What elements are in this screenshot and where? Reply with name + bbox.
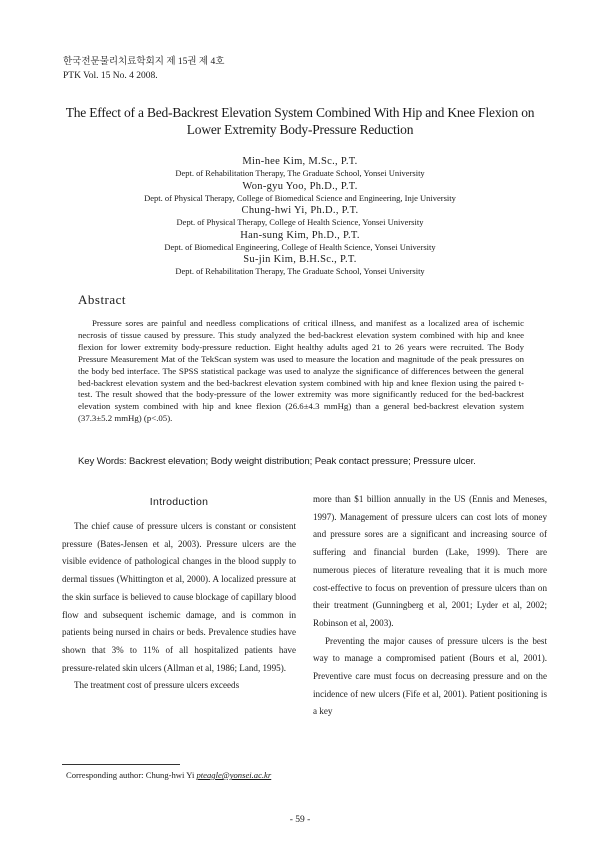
author-name: Su-jin Kim, B.H.Sc., P.T. [243,254,357,265]
author-email-link[interactable]: pteagle@yonsei.ac.kr [196,770,272,780]
text-column-left [62,518,296,695]
page-number: - 59 - [289,815,311,825]
author-affiliation: Dept. of Rehabilitation Therapy, The Graduate School, Yonsei University [175,266,425,276]
author-name: Chung-hwi Yi, Ph.D., P.T. [241,205,359,216]
journal-korean-title: 한국전문물리치료학회지 제 15권 제 4호 [63,57,225,67]
introduction-heading: Introduction [149,496,209,508]
text-column-right [313,491,547,721]
author-affiliation: Dept. of Physical Therapy, College of Health Science, Yonsei University [176,217,424,227]
abstract-heading: Abstract [78,292,127,307]
abstract-text [78,318,524,425]
paragraph: Preventing the major causes of pressure ulcers is the best way to manage a compromised patient (Bours et al, 2001). Preventive care must focus on decreasing pressure and on the incidence of new ulcers (Fife et al, 2001). Patient positioning is a key [313,635,547,717]
author-name: Won-gyu Yoo, Ph.D., P.T. [242,180,358,192]
author-name: Han-sung Kim, Ph.D., P.T. [240,229,360,241]
author-affiliation: Dept. of Biomedical Engineering, College of Health Science, Yonsei University [164,241,436,252]
journal-header [63,55,224,83]
keywords: Key Words: Backrest elevation; Body weight distribution; Peak contact pressure; Pressure ulcer. [78,456,476,467]
author-affiliation: Dept. of Physical Therapy, College of Biomedical Science and Engineering, Inje University [144,192,456,203]
corresponding-author-footnote [66,770,271,780]
paragraph: The treatment cost of pressure ulcers exceeds [74,680,240,691]
paper-title [40,104,560,138]
paper-title-line2: Lower Extremity Body-Pressure Reduction [186,122,414,137]
author-name: Min-hee Kim, M.Sc., P.T. [242,156,358,167]
author-list [0,155,600,278]
footnote-label: Corresponding author: Chung-hwi Yi [66,770,197,780]
journal-volume-info: PTK Vol. 15 No. 4 2008. [63,71,158,81]
footnote-divider [62,764,180,765]
abstract-paragraph: Pressure sores are painful and needless complications of critical illness, and manifest as a localized area of ischemic necrosis of tissue caused by pressure. This study analyzed the bed-backrest elevation system combined with hip and knee flexion for lower extremity body-pressure reduction. Eight healthy adults aged 21 to 26 years were recruited. The Body Pressure Measurement Mat of the TekScan system was used to measure the location and magnitude of the peak pressures on the body bed interface. The SPSS statistical package was used to analyze the significance of differences between the general bed-backrest elevation system and the bed-backrest elevation system combined with hip and knee flexion using the paired t-test. The result showed that the body-pressure of the lower extremity was more significantly reduced for the bed-backrest elevation system combined with hip and knee flexion (26.6±4.3 mmHg) than a general bed-backrest elevation system (37.3±5.2 mmHg) (p<.05). [78,318,524,424]
paragraph: more than $1 billion annually in the US (Ennis and Meneses, 1997). Management of pressure ulcers can cost lots of money and pressure sores are a significant and increasing source of suffering and financial burden (Lake, 1999). There are numerous pieces of literature revealing that it is much more cost-effective to focus on prevention of pressure ulcers than on their treatment (Gunningberg et al, 2001; Lyder et al, 2002; Robinson et al, 2003). [313,494,547,628]
author-affiliation: Dept. of Rehabilitation Therapy, The Graduate School, Yonsei University [175,168,425,178]
paragraph: The chief cause of pressure ulcers is constant or consistent pressure (Bates-Jensen et al, 2003). Pressure ulcers are the visible evidence of pathological changes in the blood supply to dermal tissues (Whittington et al, 2000). A localized pressure at the skin surface is believed to cause blockage of capillary blood flow and subsequent ischemic damage, and is common in patients being nursed in chairs or beds. Prevalence studies have shown that 3% to 11% of all hospitalized patients have pressure-related skin ulcers (Allman et al, 1986; Land, 1995). [62,521,296,673]
paper-title-line1: The Effect of a Bed-Backrest Elevation System Combined With Hip and Knee Flexion on [65,105,535,120]
